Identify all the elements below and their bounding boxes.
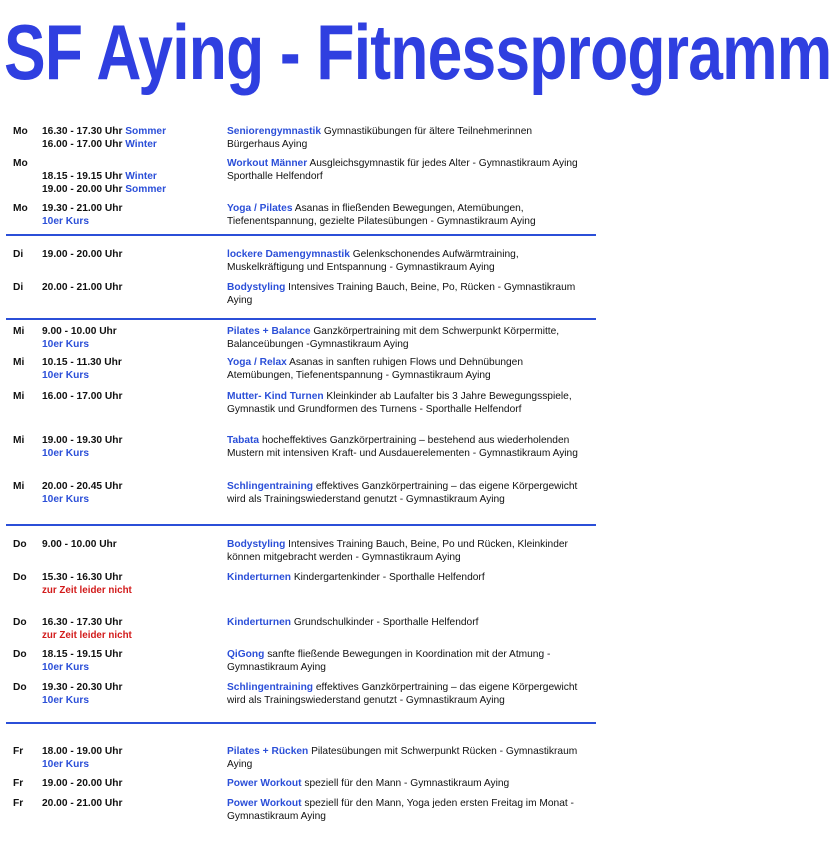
entry-time-line bbox=[42, 538, 187, 551]
entry-time: 9.00 - 10.00 Uhr bbox=[42, 326, 117, 337]
entry-unavailable-note: zur Zeit leider nicht bbox=[42, 585, 132, 596]
entry-time: 10.15 - 11.30 Uhr bbox=[42, 357, 122, 368]
entry-time: 18.00 - 19.00 Uhr bbox=[42, 746, 123, 757]
entry-kurs-label: 10er Kurs bbox=[42, 759, 90, 770]
entry-time-block bbox=[42, 325, 187, 351]
entry-time-block bbox=[42, 797, 187, 810]
entry-course-description: speziell für den Mann - Gymnastikraum Aying bbox=[304, 778, 510, 789]
entry-description-block bbox=[227, 157, 587, 183]
entry-description-block bbox=[227, 125, 587, 151]
entry-time: 18.15 - 19.15 Uhr bbox=[42, 171, 123, 182]
entry-description-block bbox=[227, 248, 587, 274]
entry-kurs-label: 10er Kurs bbox=[42, 494, 90, 505]
entry-day: Fr bbox=[13, 798, 24, 809]
entry-time: 16.30 - 17.30 Uhr bbox=[42, 617, 123, 628]
entry-course-description: Asanas in fließenden Bewegungen, Atemübungen, Tiefenentspannung, gezielte Pilatesübungen - Gymnastikraum Aying bbox=[227, 203, 536, 227]
entry-time: 9.00 - 10.00 Uhr bbox=[42, 539, 117, 550]
entry-time-line bbox=[42, 281, 187, 294]
entry-time-block bbox=[42, 480, 187, 506]
entry-time-line bbox=[42, 325, 187, 338]
entry-description-block bbox=[227, 745, 587, 771]
entry-time: 16.00 - 17.00 Uhr bbox=[42, 391, 123, 402]
entry-course-description: effektives Ganzkörpertraining – das eigene Körpergewicht wird als Trainingswiederstand genutzt - Gymnastikraum Aying bbox=[227, 481, 578, 505]
entry-time-block bbox=[42, 681, 187, 707]
entry-day: Mi bbox=[13, 326, 25, 337]
entry-description-block bbox=[227, 797, 587, 823]
entry-course-name: Bodystyling bbox=[227, 282, 286, 293]
entry-time-block bbox=[42, 157, 187, 196]
entry-description-block bbox=[227, 571, 587, 584]
entry-course-description: Intensives Training Bauch, Beine, Po, Rücken - Gymnastikraum Aying bbox=[227, 282, 576, 306]
entry-time-line bbox=[42, 202, 187, 215]
entry-day: Fr bbox=[13, 746, 24, 757]
entry-kurs-label: 10er Kurs bbox=[42, 695, 90, 706]
entry-course-name: Bodystyling bbox=[227, 539, 286, 550]
entry-course-name: Schlingentraining bbox=[227, 481, 314, 492]
entry-time-line bbox=[42, 356, 187, 369]
entry-course-description: effektives Ganzkörpertraining – das eigene Körpergewicht wird als Trainingswiederstand genutzt - Gymnastikraum Aying bbox=[227, 682, 578, 706]
entry-day: Do bbox=[13, 617, 27, 628]
section-divider-do bbox=[6, 524, 596, 526]
entry-description-block bbox=[227, 390, 587, 416]
entry-course-name: Mutter- Kind Turnen bbox=[227, 391, 324, 402]
entry-day: Di bbox=[13, 282, 24, 293]
entry-time: 20.00 - 21.00 Uhr bbox=[42, 282, 123, 293]
entry-time: 15.30 - 16.30 Uhr bbox=[42, 572, 123, 583]
entry-course-description: Ganzkörpertraining mit dem Schwerpunkt Körpermitte, Balanceübungen -Gymnastikraum Aying bbox=[227, 326, 560, 350]
entry-time-block bbox=[42, 202, 187, 228]
entry-time: 19.00 - 20.00 Uhr bbox=[42, 249, 123, 260]
entry-time: 16.30 - 17.30 Uhr bbox=[42, 126, 123, 137]
entry-time-line bbox=[42, 183, 187, 196]
entry-time-line bbox=[42, 480, 187, 493]
page-title: SF Aying - Fitnessprogramm bbox=[4, 8, 832, 96]
entry-time-block bbox=[42, 538, 187, 551]
entry-time: 20.00 - 20.45 Uhr bbox=[42, 481, 123, 492]
entry-time-line bbox=[42, 797, 187, 810]
entry-time: 19.30 - 20.30 Uhr bbox=[42, 682, 123, 693]
entry-course-description: sanfte fließende Bewegungen in Koordination mit der Atmung - Gymnastikraum Aying bbox=[227, 649, 551, 673]
entry-course-description: Gymnastikübungen für ältere Teilnehmerinnen Bürgerhaus Aying bbox=[227, 126, 533, 150]
section-divider-mi bbox=[6, 318, 596, 320]
entry-course-description: Gelenkschonendes Aufwärmtraining, Muskelkräftigung und Entspannung - Gymnastikraum Aying bbox=[227, 249, 519, 273]
entry-course-name: Workout Männer bbox=[227, 158, 308, 169]
entry-course-name: Seniorengymnastik bbox=[227, 126, 321, 137]
entry-course-name: Power Workout bbox=[227, 778, 302, 789]
entry-time-block bbox=[42, 390, 187, 403]
entry-description-block bbox=[227, 681, 587, 707]
entry-description-block bbox=[227, 777, 587, 790]
entry-time-block bbox=[42, 745, 187, 771]
entry-day: Mi bbox=[13, 357, 25, 368]
entry-time-line bbox=[42, 616, 187, 629]
entry-time: 19.30 - 21.00 Uhr bbox=[42, 203, 123, 214]
entry-day: Do bbox=[13, 682, 27, 693]
entry-day: Fr bbox=[13, 778, 24, 789]
entry-course-name: Kinderturnen bbox=[227, 572, 291, 583]
entry-course-description: Pilatesübungen mit Schwerpunkt Rücken - Gymnastikraum Aying bbox=[227, 746, 578, 770]
entry-course-name: Schlingentraining bbox=[227, 682, 314, 693]
entry-kurs-label: 10er Kurs bbox=[42, 370, 90, 381]
entry-course-name: Kinderturnen bbox=[227, 617, 291, 628]
entry-time-block bbox=[42, 571, 187, 597]
entry-course-description: Kleinkinder ab Laufalter bis 3 Jahre Bewegungsspiele, Gymnastik und Grundformen des Turnens - Sporthalle Helfendorf bbox=[227, 391, 572, 415]
entry-course-name: lockere Damengymnastik bbox=[227, 249, 350, 260]
entry-time-block bbox=[42, 434, 187, 460]
entry-day: Mi bbox=[13, 391, 25, 402]
entry-course-name: Pilates + Rücken bbox=[227, 746, 309, 757]
entry-day: Di bbox=[13, 249, 24, 260]
entry-time-line bbox=[42, 648, 187, 661]
entry-course-name: Yoga / Pilates bbox=[227, 203, 293, 214]
entry-season-tag: Sommer bbox=[125, 184, 167, 195]
entry-kurs-label: 10er Kurs bbox=[42, 339, 90, 350]
entry-time-block bbox=[42, 648, 187, 674]
entry-time-line bbox=[42, 157, 187, 170]
entry-time-line bbox=[42, 745, 187, 758]
entry-time: 20.00 - 21.00 Uhr bbox=[42, 798, 123, 809]
entry-description-block bbox=[227, 434, 587, 460]
entry-description-block bbox=[227, 356, 587, 382]
entry-time-line bbox=[42, 777, 187, 790]
entry-description-block bbox=[227, 281, 587, 307]
entry-course-description: Ausgleichsgymnastik für jedes Alter - Gymnastikraum Aying Sporthalle Helfendorf bbox=[227, 158, 578, 182]
entry-time-line bbox=[42, 170, 187, 183]
entry-time-line bbox=[42, 125, 187, 138]
entry-day: Do bbox=[13, 649, 27, 660]
entry-time-block bbox=[42, 616, 187, 642]
entry-day: Do bbox=[13, 539, 27, 550]
entry-kurs-label: 10er Kurs bbox=[42, 448, 90, 459]
entry-course-description: Kindergartenkinder - Sporthalle Helfendorf bbox=[293, 572, 485, 583]
entry-description-block bbox=[227, 616, 587, 629]
entry-day: Mo bbox=[13, 158, 28, 169]
entry-course-name: QiGong bbox=[227, 649, 265, 660]
entry-day: Mo bbox=[13, 126, 28, 137]
entry-description-block bbox=[227, 202, 587, 228]
entry-description-block bbox=[227, 538, 587, 564]
entry-time-line bbox=[42, 571, 187, 584]
entry-time-line bbox=[42, 434, 187, 447]
entry-course-description: Asanas in sanften ruhigen Flows und Dehnübungen Atemübungen, Tiefenentspannung - Gymnastikraum Aying bbox=[227, 357, 524, 381]
entry-course-name: Yoga / Relax bbox=[227, 357, 287, 368]
section-divider-fr bbox=[6, 722, 596, 724]
entry-description-block bbox=[227, 325, 587, 351]
entry-day: Do bbox=[13, 572, 27, 583]
entry-course-name: Power Workout bbox=[227, 798, 302, 809]
entry-description-block bbox=[227, 648, 587, 674]
entry-time-line bbox=[42, 681, 187, 694]
entry-time-block bbox=[42, 248, 187, 261]
entry-time-line bbox=[42, 138, 187, 151]
entry-course-description: Intensives Training Bauch, Beine, Po und Rücken, Kleinkinder können mitgebracht werden - Gymnastikraum Aying bbox=[227, 539, 568, 563]
entry-kurs-label: 10er Kurs bbox=[42, 216, 90, 227]
entry-time-block bbox=[42, 281, 187, 294]
entry-season-tag: Winter bbox=[125, 171, 157, 182]
entry-time-line bbox=[42, 390, 187, 403]
entry-course-name: Tabata bbox=[227, 435, 260, 446]
entry-course-description: hocheffektives Ganzkörpertraining – bestehend aus wiederholenden Mustern mit intensiven Kraft- und Ausdauerelementen - Gymnastikraum Aying bbox=[227, 435, 578, 459]
entry-description-block bbox=[227, 480, 587, 506]
entry-day: Mo bbox=[13, 203, 28, 214]
entry-time-block bbox=[42, 356, 187, 382]
entry-time: 16.00 - 17.00 Uhr bbox=[42, 139, 123, 150]
entry-time-block bbox=[42, 777, 187, 790]
entry-time-block bbox=[42, 125, 187, 151]
entry-day: Mi bbox=[13, 481, 25, 492]
entry-time-line bbox=[42, 248, 187, 261]
entry-time: 18.15 - 19.15 Uhr bbox=[42, 649, 123, 660]
entry-course-description: Grundschulkinder - Sporthalle Helfendorf bbox=[293, 617, 479, 628]
entry-time: 19.00 - 20.00 Uhr bbox=[42, 184, 123, 195]
section-divider-di bbox=[6, 234, 596, 236]
entry-season-tag: Winter bbox=[125, 139, 157, 150]
entry-course-description: speziell für den Mann, Yoga jeden ersten Freitag im Monat - Gymnastikraum Aying bbox=[227, 798, 574, 822]
entry-unavailable-note: zur Zeit leider nicht bbox=[42, 630, 132, 641]
entry-course-name: Pilates + Balance bbox=[227, 326, 311, 337]
entry-season-tag: Sommer bbox=[125, 126, 167, 137]
entry-kurs-label: 10er Kurs bbox=[42, 662, 90, 673]
entry-time: 19.00 - 19.30 Uhr bbox=[42, 435, 123, 446]
entry-day: Mi bbox=[13, 435, 25, 446]
entry-time: 19.00 - 20.00 Uhr bbox=[42, 778, 123, 789]
